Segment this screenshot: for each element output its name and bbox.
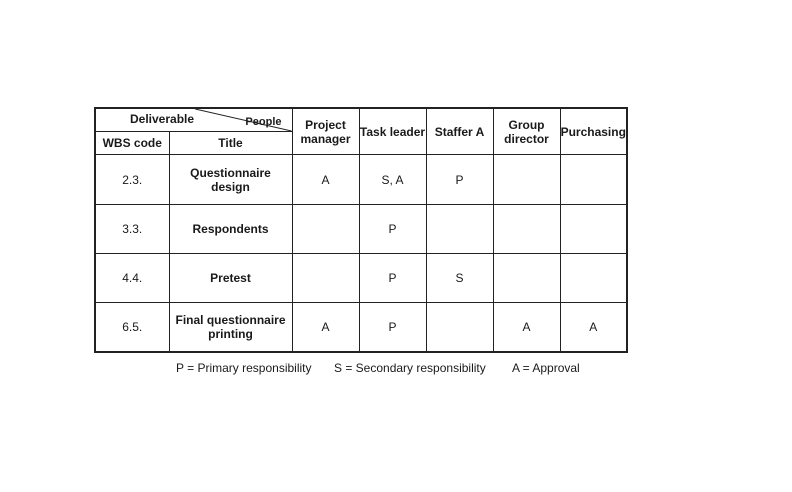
legend-primary: P = Primary responsibility [176,361,312,375]
deliverable-title-cell: Pretest [169,254,292,303]
title-header: Title [169,132,292,155]
column-header-task-leader: Task leader [359,108,426,155]
project-manager-cell [292,254,359,303]
column-header-group-director: Group director [493,108,560,155]
purchasing-cell [560,205,627,254]
project-manager-cell: A [292,155,359,205]
wbs-code-cell: 6.5. [95,303,169,352]
project-manager-cell [292,205,359,254]
responsibility-matrix-table [94,107,628,353]
staffer-a-cell: S [426,254,493,303]
column-header-purchasing: Purchasing [560,108,627,155]
task-leader-cell: S, A [359,155,426,205]
purchasing-cell [560,155,627,205]
task-leader-cell: P [359,254,426,303]
legend-approval: A = Approval [512,361,580,375]
deliverable-label: Deliverable [130,112,195,126]
wbs-code-cell: 2.3. [95,155,169,205]
staffer-a-cell [426,303,493,352]
project-manager-cell: A [292,303,359,352]
staffer-a-cell: P [426,155,493,205]
deliverable-title-cell: Final questionnaire printing [169,303,292,352]
purchasing-cell [560,254,627,303]
wbs-code-header: WBS code [95,132,169,155]
task-leader-cell: P [359,303,426,352]
deliverable-title-cell: Questionnaire design [169,155,292,205]
purchasing-cell: A [560,303,627,352]
group-director-cell [493,205,560,254]
staffer-a-cell [426,205,493,254]
group-director-cell [493,254,560,303]
legend [0,361,792,377]
column-header-project-manager: Project manager [292,108,359,155]
wbs-code-cell: 4.4. [95,254,169,303]
people-label: People [245,116,282,128]
wbs-code-cell: 3.3. [95,205,169,254]
deliverable-people-header [95,108,292,132]
table-row [95,303,627,352]
table-row [95,254,627,303]
legend-secondary: S = Secondary responsibility [334,361,486,375]
table-row [95,155,627,205]
group-director-cell [493,155,560,205]
group-director-cell: A [493,303,560,352]
column-header-staffer-a: Staffer A [426,108,493,155]
table-row [95,205,627,254]
task-leader-cell: P [359,205,426,254]
deliverable-title-cell: Respondents [169,205,292,254]
